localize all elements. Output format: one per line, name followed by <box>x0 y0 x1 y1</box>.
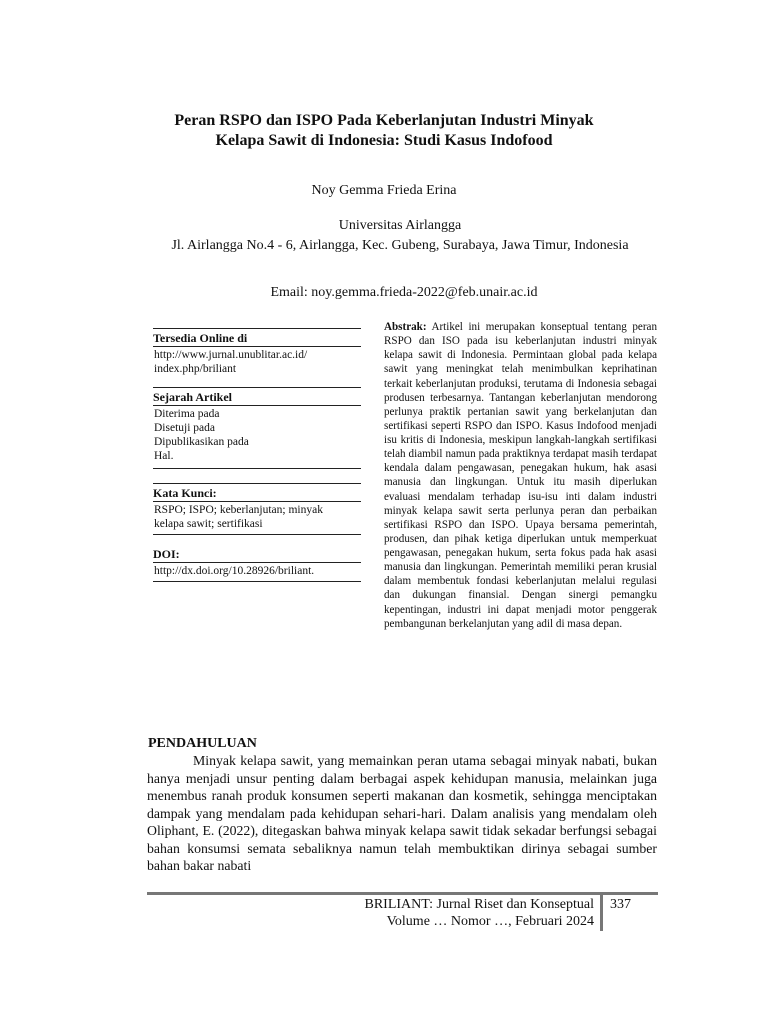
footer-rule <box>147 892 658 895</box>
online-url-line: http://www.jurnal.unublitar.ac.id/ <box>154 349 308 361</box>
affiliation-name: Universitas Airlangga <box>338 218 462 233</box>
history-heading: Sejarah Artikel <box>153 390 232 404</box>
history-received: Diterima pada <box>154 408 220 420</box>
keywords-line: kelapa sawit; sertifikasi <box>154 518 263 530</box>
footer-issue: Volume … Nomor …, Februari 2024 <box>386 914 594 929</box>
abstract-label: Abstrak: <box>384 321 427 333</box>
history-pages: Hal. <box>154 450 174 462</box>
intro-paragraph <box>147 752 657 875</box>
doi-link[interactable]: http://dx.doi.org/10.28926/briliant. <box>154 565 315 577</box>
abstract-text: Artikel ini merupakan konseptual tentang peran RSPO dan ISO pada isu keberlanjutan industri minyak kelapa sawit di Indonesia. Permintaan global pada kelapa sawit yang meningkat telah menimbulkan keprihatinan terkait keberlanjutan produksi, terutama di Indonesia sebagai produsen terbesarnya. Tantangan keberlanjutan mendorong perlunya praktik pertanian sawit yang berkelanjutan dan sertifikasi seperti RSPO dan ISPO. Kasus Indofood menjadi isu kritis di Indonesia, meskipun langkah-langkah sertifikasi telah diambil namun pada praktiknya terdapat masih terdapat kendala dalam pengawasan, penegakan hukum, hak asasi manusia dan lingkungan. Untuk itu masih diperlukan evaluasi mendalam terhadap isu-isu inti dalam industri minyak kelapa sawit serta perlunya peran dan perbaikan sertifikasi RSPO dan ISPO. Upaya bersama pemerintah, produsen, dan pihak ketiga diperlukan untuk memperkuat pengawasan, penegakan hukum, serta fokus pada hak asasi manusia dan lingkungan. Pemerintah memiliki peran krusial dalam membentuk fondasi keberlanjutan melalui regulasi dan dukungan finansial. Dengan sinergi pemangku kepentingan, industri ini dapat menjadi motor penggerak pembangunan berkelanjutan yang adil di masa depan. <box>384 321 657 630</box>
keywords-line: RSPO; ISPO; keberlanjutan; minyak <box>154 504 323 516</box>
affiliation-address: Jl. Airlangga No.4 - 6, Airlangga, Kec. Gubeng, Surabaya, Jawa Timur, Indonesia <box>171 238 629 253</box>
title-line-1: Peran RSPO dan ISPO Pada Keberlanjutan Industri Minyak <box>174 112 594 129</box>
intro-text: Minyak kelapa sawit, yang memainkan peran utama sebagai minyak nabati, bukan hanya menjadi unsur penting dalam berbagai aspek kehidupan manusia, melainkan juga menembus ranah produk konsumen seperti makanan dan kosmetik, sehingga menciptakan dampak yang mendalam pada kehidupan sehari-hari. Dalam analisis yang mendalam oleh Oliphant, E. (2022), ditegaskan bahwa minyak kelapa sawit tidak sekadar berfungsi sebagai bahan konsumsi semata sebaliknya namun telah membuktikan dirinya sebagai sumber bahan bakar nabati <box>147 753 657 873</box>
author-name: Noy Gemma Frieda Erina <box>311 183 457 198</box>
divider <box>153 581 361 582</box>
online-heading: Tersedia Online di <box>153 331 248 345</box>
section-heading: PENDAHULUAN <box>148 736 257 751</box>
doi-heading: DOI: <box>153 547 180 561</box>
title-line-2: Kelapa Sawit di Indonesia: Studi Kasus Indofood <box>215 132 553 149</box>
footer-vertical-rule <box>600 895 603 931</box>
article-title <box>130 111 638 151</box>
footer-journal: BRILIANT: Jurnal Riset dan Konseptual <box>364 897 594 912</box>
affiliation <box>0 216 768 256</box>
abstract <box>384 320 657 631</box>
page-number: 337 <box>610 897 631 912</box>
history-published: Dipublikasikan pada <box>154 436 249 448</box>
author-email: Email: noy.gemma.frieda-2022@feb.unair.ac.id <box>270 285 538 300</box>
keywords-heading: Kata Kunci: <box>153 486 217 500</box>
article-info-box <box>153 328 361 582</box>
history-approved: Disetuji pada <box>154 422 215 434</box>
online-url-line: index.php/briliant <box>154 363 237 375</box>
